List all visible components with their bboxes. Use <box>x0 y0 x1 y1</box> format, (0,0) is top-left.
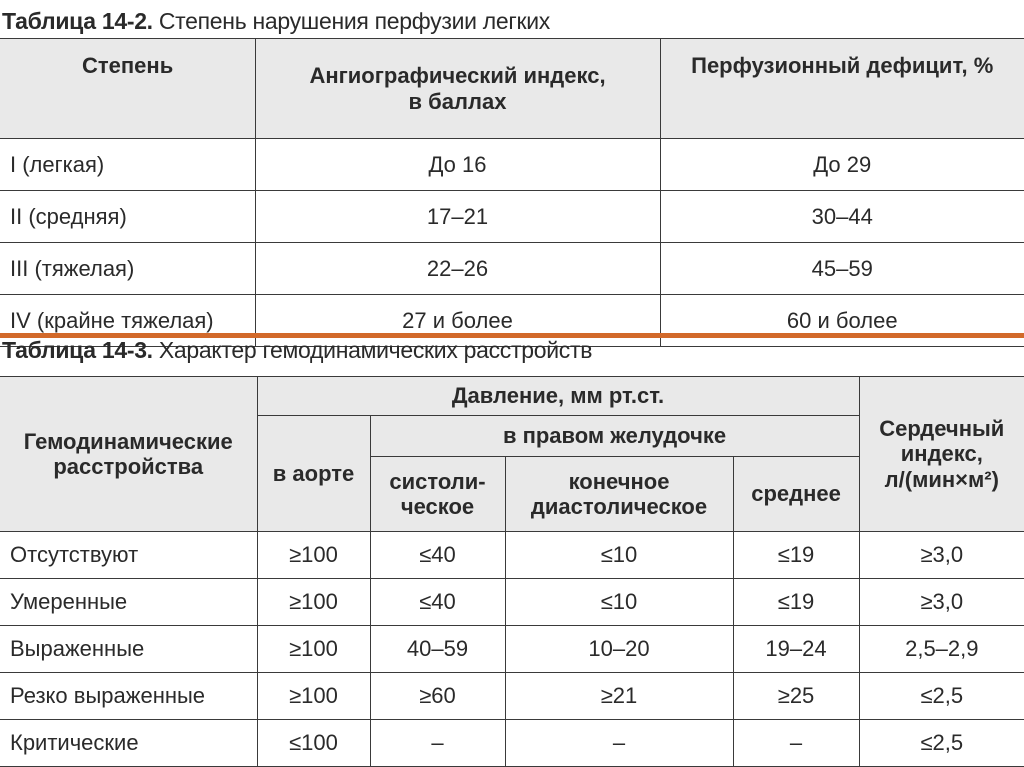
table-header-row <box>0 377 1024 416</box>
aorta-cell: ≥100 <box>257 626 370 673</box>
header-disorders-line1: Гемодинамические <box>23 428 233 454</box>
end-diastolic-cell: ≤10 <box>505 579 733 626</box>
aorta-cell: ≥100 <box>257 579 370 626</box>
perfusion-cell: До 29 <box>660 139 1024 191</box>
degree-cell: III (тяжелая) <box>0 243 255 295</box>
aorta-cell: ≤100 <box>257 720 370 767</box>
aorta-cell: ≥100 <box>257 673 370 720</box>
header-cardiac-index-line2: индекс, <box>900 441 983 467</box>
header-disorders <box>0 377 257 532</box>
cardiac-index-cell: ≤2,5 <box>859 720 1024 767</box>
disorder-name-cell: Отсутствуют <box>0 532 257 579</box>
cardiac-index-cell: 2,5–2,9 <box>859 626 1024 673</box>
degree-cell: II (средняя) <box>0 191 255 243</box>
header-right-ventricle: в правом желудочке <box>370 416 859 457</box>
disorder-name-cell: Критические <box>0 720 257 767</box>
angio-cell: 22–26 <box>255 243 660 295</box>
hemodynamic-disorders-table <box>0 376 1024 767</box>
mean-cell: ≥25 <box>733 673 859 720</box>
table-row <box>0 579 1024 626</box>
header-aorta: в аорте <box>257 416 370 532</box>
cardiac-index-cell: ≥3,0 <box>859 532 1024 579</box>
systolic-cell: 40–59 <box>370 626 505 673</box>
header-cardiac-index-line1: Сердечный <box>879 416 1005 442</box>
table-14-3-caption: Характер гемодинамических расстройств <box>152 337 593 363</box>
table-14-2-title <box>2 8 550 35</box>
header-perfusion-deficit <box>660 39 1024 139</box>
header-angio-line1: Ангиографический индекс, <box>309 63 606 89</box>
perfusion-cell: 60 и более <box>660 295 1024 347</box>
perfusion-cell: 30–44 <box>660 191 1024 243</box>
mean-cell: 19–24 <box>733 626 859 673</box>
table-14-3-title <box>2 337 592 364</box>
header-mean: среднее <box>733 457 859 532</box>
angio-cell: 17–21 <box>255 191 660 243</box>
header-systolic-line1: систоли- <box>389 468 486 494</box>
aorta-cell: ≥100 <box>257 532 370 579</box>
mean-cell: – <box>733 720 859 767</box>
header-pressure: Давление, мм рт.ст. <box>257 377 859 416</box>
end-diastolic-cell: ≤10 <box>505 532 733 579</box>
cardiac-index-cell: ≥3,0 <box>859 579 1024 626</box>
header-cardiac-index <box>859 377 1024 532</box>
table-row <box>0 626 1024 673</box>
header-end-diastolic <box>505 457 733 532</box>
angio-cell: До 16 <box>255 139 660 191</box>
degree-cell: I (легкая) <box>0 139 255 191</box>
end-diastolic-cell: 10–20 <box>505 626 733 673</box>
systolic-cell: ≥60 <box>370 673 505 720</box>
disorder-name-cell: Выраженные <box>0 626 257 673</box>
header-angio-index <box>255 39 660 139</box>
table-row <box>0 532 1024 579</box>
header-angio-line2: в баллах <box>408 88 507 114</box>
disorder-name-cell: Умеренные <box>0 579 257 626</box>
table-row <box>0 191 1024 243</box>
table-14-3-number: Таблица 14-3. <box>2 337 153 363</box>
header-end-diastolic-line2: диастолическое <box>530 494 708 519</box>
table-row <box>0 673 1024 720</box>
header-disorders-line2: расстройства <box>53 454 204 479</box>
header-cardiac-index-line3: л/(мин×м²) <box>884 466 999 492</box>
perfusion-cell: 45–59 <box>660 243 1024 295</box>
header-end-diastolic-line1: конечное <box>568 468 670 494</box>
disorder-name-cell: Резко выраженные <box>0 673 257 720</box>
end-diastolic-cell: – <box>505 720 733 767</box>
table-row <box>0 720 1024 767</box>
header-degree-label: Степень <box>82 53 174 78</box>
degree-cell: IV (крайне тяжелая) <box>0 295 255 347</box>
table-14-2-caption: Степень нарушения перфузии легких <box>152 8 550 34</box>
table-14-2-number: Таблица 14-2. <box>2 8 153 34</box>
table-row <box>0 243 1024 295</box>
mean-cell: ≤19 <box>733 579 859 626</box>
header-perfusion-label: Перфузионный дефицит, % <box>691 53 994 78</box>
cardiac-index-cell: ≤2,5 <box>859 673 1024 720</box>
systolic-cell: – <box>370 720 505 767</box>
end-diastolic-cell: ≥21 <box>505 673 733 720</box>
header-systolic <box>370 457 505 532</box>
table-row <box>0 139 1024 191</box>
perfusion-degree-table <box>0 38 1024 347</box>
angio-cell: 27 и более <box>255 295 660 347</box>
header-degree <box>0 39 255 139</box>
table-header-row <box>0 39 1024 139</box>
systolic-cell: ≤40 <box>370 579 505 626</box>
mean-cell: ≤19 <box>733 532 859 579</box>
header-systolic-line2: ческое <box>400 494 475 519</box>
systolic-cell: ≤40 <box>370 532 505 579</box>
